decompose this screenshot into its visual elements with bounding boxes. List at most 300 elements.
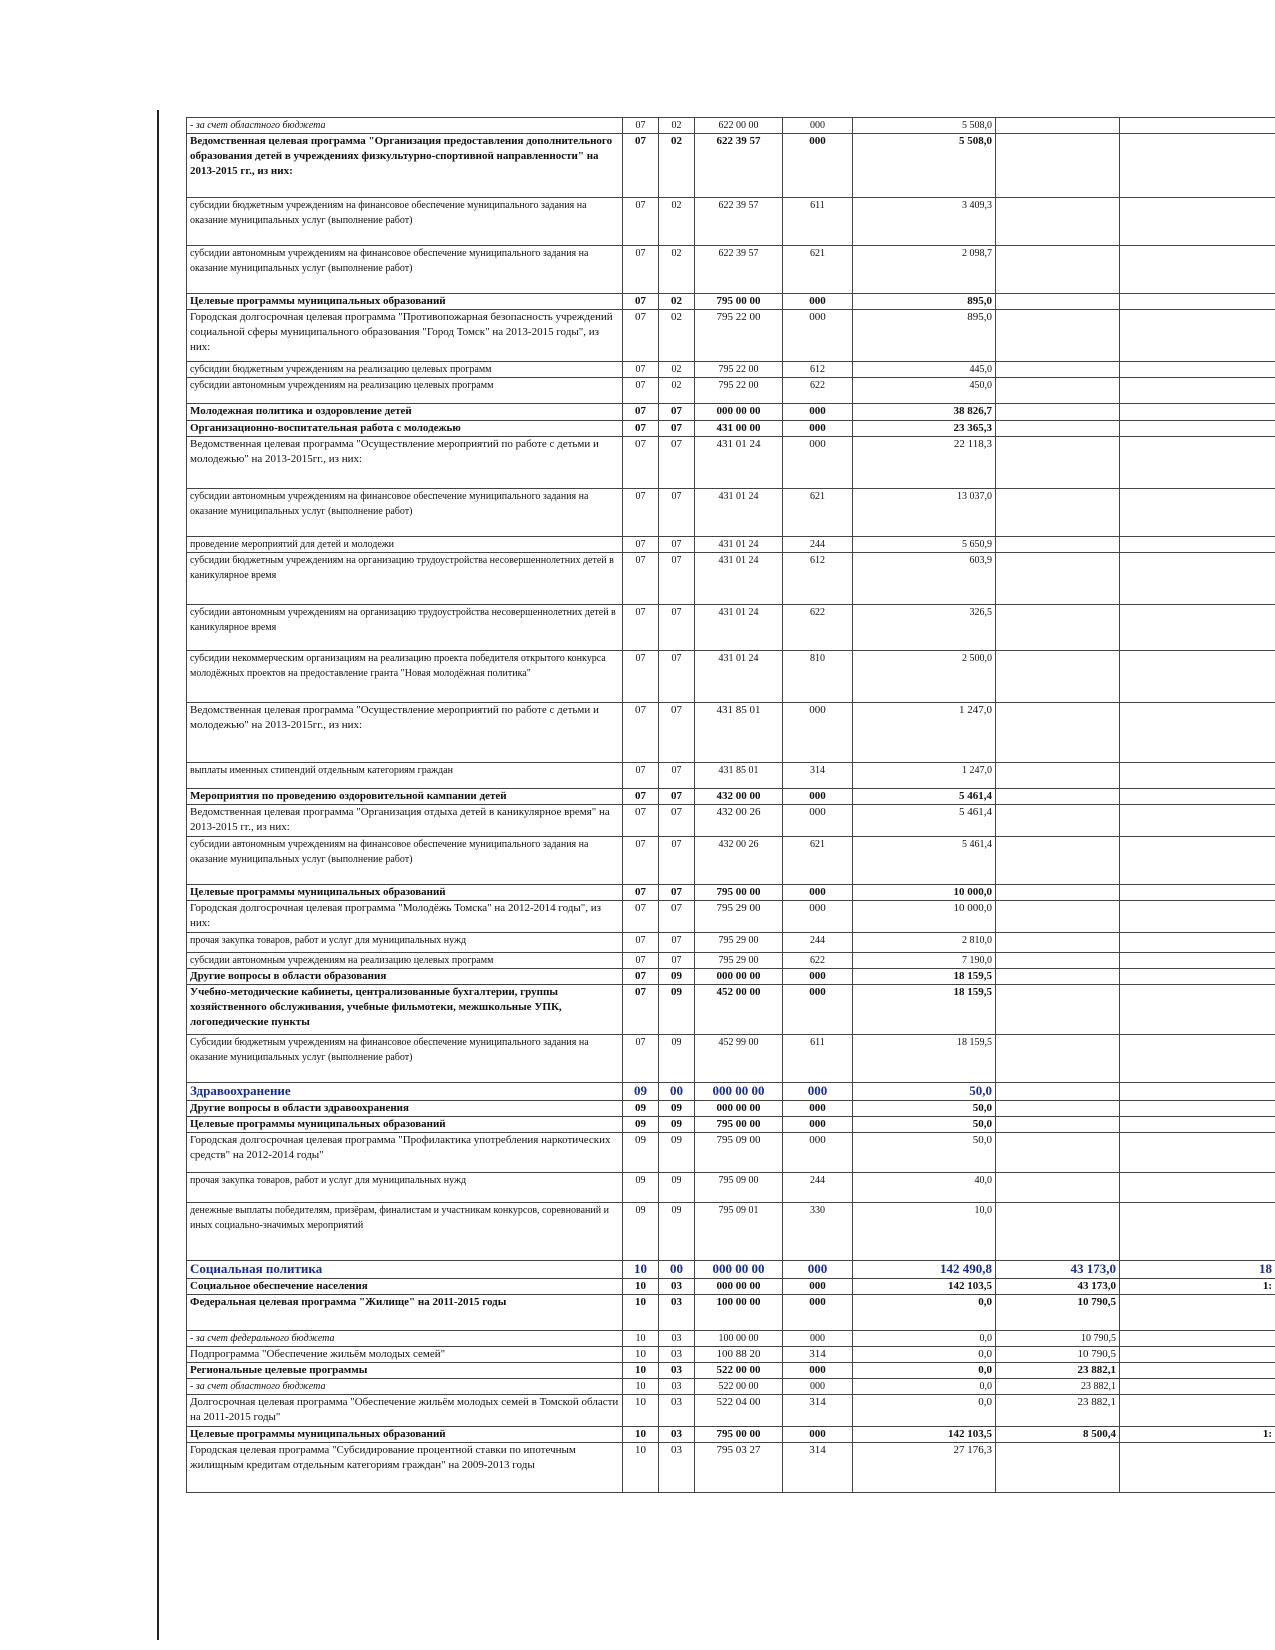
cell-target-code: 100 00 00	[695, 1295, 783, 1331]
cell-amount-3	[1120, 1083, 1275, 1101]
cell-amount-3	[1120, 1295, 1275, 1331]
cell-section: 07	[623, 404, 659, 421]
cell-expense-type: 000	[783, 1133, 853, 1173]
cell-amount-3	[1120, 1331, 1275, 1347]
cell-section: 07	[623, 437, 659, 489]
cell-target-code: 795 22 00	[695, 310, 783, 362]
table-row	[187, 537, 1275, 553]
cell-name: субсидии бюджетным учреждениям на финансовое обеспечение муниципального задания на оказание муниципальных услуг (выполнение работ)	[187, 198, 623, 246]
table-row	[187, 651, 1275, 703]
cell-subsection: 00	[659, 1261, 695, 1279]
cell-subsection: 07	[659, 421, 695, 437]
cell-amount-1: 7 190,0	[853, 953, 996, 969]
cell-expense-type: 000	[783, 1295, 853, 1331]
cell-subsection: 07	[659, 953, 695, 969]
cell-amount-2	[996, 198, 1120, 246]
cell-amount-1: 40,0	[853, 1173, 996, 1203]
cell-name: Ведомственная целевая программа "Осуществление мероприятий по работе с детьми и молодежью" на 2013-2015гг., из них:	[187, 703, 623, 763]
cell-target-code: 000 00 00	[695, 1261, 783, 1279]
cell-amount-1: 142 103,5	[853, 1279, 996, 1295]
cell-subsection: 07	[659, 437, 695, 489]
cell-amount-1: 10,0	[853, 1203, 996, 1261]
cell-target-code: 795 03 27	[695, 1443, 783, 1493]
cell-amount-2	[996, 1035, 1120, 1083]
cell-target-code: 795 00 00	[695, 1117, 783, 1133]
cell-amount-1: 27 176,3	[853, 1443, 996, 1493]
cell-expense-type: 000	[783, 1101, 853, 1117]
cell-target-code: 100 00 00	[695, 1331, 783, 1347]
cell-amount-2: 23 882,1	[996, 1363, 1120, 1379]
cell-expense-type: 810	[783, 651, 853, 703]
cell-subsection: 09	[659, 1035, 695, 1083]
cell-subsection: 07	[659, 789, 695, 805]
cell-name: Ведомственная целевая программа "Осуществление мероприятий по работе с детьми и молодежью" на 2013-2015гг., из них:	[187, 437, 623, 489]
cell-expense-type: 000	[783, 437, 853, 489]
cell-name: проведение мероприятий для детей и молодежи	[187, 537, 623, 553]
table-row	[187, 703, 1275, 763]
cell-amount-3	[1120, 1443, 1275, 1493]
cell-section: 07	[623, 1035, 659, 1083]
cell-section: 09	[623, 1083, 659, 1101]
table-row	[187, 1395, 1275, 1427]
cell-section: 10	[623, 1261, 659, 1279]
table-row	[187, 837, 1275, 885]
cell-name: Городская долгосрочная целевая программа "Молодёжь Томска" на 2012-2014 годы", из них:	[187, 901, 623, 933]
cell-amount-3	[1120, 605, 1275, 651]
cell-name: субсидии автономным учреждениям на реализацию целевых программ	[187, 378, 623, 404]
cell-expense-type: 000	[783, 985, 853, 1035]
cell-amount-2	[996, 985, 1120, 1035]
cell-name: Здравоохранение	[187, 1083, 623, 1101]
cell-section: 07	[623, 489, 659, 537]
cell-amount-2	[996, 837, 1120, 885]
cell-subsection: 03	[659, 1379, 695, 1395]
cell-amount-2	[996, 1083, 1120, 1101]
cell-expense-type: 000	[783, 901, 853, 933]
cell-section: 07	[623, 246, 659, 294]
cell-amount-1: 895,0	[853, 294, 996, 310]
cell-expense-type: 612	[783, 362, 853, 378]
cell-amount-1: 0,0	[853, 1363, 996, 1379]
table-row	[187, 789, 1275, 805]
cell-expense-type: 000	[783, 1363, 853, 1379]
cell-subsection: 09	[659, 1173, 695, 1203]
cell-target-code: 432 00 26	[695, 805, 783, 837]
budget-table-body	[187, 118, 1275, 1493]
cell-subsection: 03	[659, 1395, 695, 1427]
table-row	[187, 763, 1275, 789]
cell-amount-3	[1120, 489, 1275, 537]
cell-name: выплаты именных стипендий отдельным категориям граждан	[187, 763, 623, 789]
table-row	[187, 1133, 1275, 1173]
cell-expense-type: 244	[783, 1173, 853, 1203]
cell-section: 10	[623, 1379, 659, 1395]
cell-section: 07	[623, 805, 659, 837]
cell-name: Целевые программы муниципальных образований	[187, 885, 623, 901]
table-row	[187, 1427, 1275, 1443]
cell-name: Субсидии бюджетным учреждениям на финансовое обеспечение муниципального задания на оказание муниципальных услуг (выполнение работ)	[187, 1035, 623, 1083]
cell-target-code: 432 00 00	[695, 789, 783, 805]
cell-amount-3	[1120, 1173, 1275, 1203]
cell-amount-3	[1120, 703, 1275, 763]
cell-target-code: 795 00 00	[695, 294, 783, 310]
cell-amount-3	[1120, 421, 1275, 437]
cell-name: Мероприятия по проведению оздоровительной кампании детей	[187, 789, 623, 805]
cell-section: 07	[623, 605, 659, 651]
cell-section: 07	[623, 789, 659, 805]
cell-amount-1: 38 826,7	[853, 404, 996, 421]
cell-expense-type: 000	[783, 134, 853, 198]
cell-amount-3	[1120, 805, 1275, 837]
cell-name: Целевые программы муниципальных образований	[187, 294, 623, 310]
cell-amount-3	[1120, 118, 1275, 134]
cell-amount-3	[1120, 651, 1275, 703]
cell-amount-2	[996, 134, 1120, 198]
cell-subsection: 07	[659, 763, 695, 789]
table-row	[187, 1261, 1275, 1279]
cell-amount-1: 5 461,4	[853, 805, 996, 837]
cell-section: 10	[623, 1347, 659, 1363]
cell-expense-type: 000	[783, 703, 853, 763]
cell-amount-2	[996, 421, 1120, 437]
cell-name: Ведомственная целевая программа "Организация предоставления дополнительного образования детей в учреждениях физкультурно-спортивной направленности" на 2013-2015 гг., из них:	[187, 134, 623, 198]
cell-amount-2	[996, 651, 1120, 703]
cell-name: субсидии автономным учреждениям на финансовое обеспечение муниципального задания на оказание муниципальных услуг (выполнение работ)	[187, 246, 623, 294]
table-row	[187, 1379, 1275, 1395]
cell-expense-type: 611	[783, 198, 853, 246]
cell-amount-1: 5 508,0	[853, 118, 996, 134]
cell-amount-2: 10 790,5	[996, 1295, 1120, 1331]
cell-target-code: 795 29 00	[695, 901, 783, 933]
cell-amount-3: 18	[1120, 1261, 1275, 1279]
cell-name: Подпрограмма "Обеспечение жильём молодых семей"	[187, 1347, 623, 1363]
cell-target-code: 431 85 01	[695, 703, 783, 763]
cell-amount-3	[1120, 1203, 1275, 1261]
cell-name: денежные выплаты победителям, призёрам, финалистам и участникам конкурсов, соревнований и иных социально-значимых мероприятий	[187, 1203, 623, 1261]
cell-section: 07	[623, 553, 659, 605]
cell-amount-1: 2 500,0	[853, 651, 996, 703]
cell-amount-1: 13 037,0	[853, 489, 996, 537]
table-row	[187, 985, 1275, 1035]
cell-amount-3	[1120, 837, 1275, 885]
cell-expense-type: 000	[783, 421, 853, 437]
cell-section: 07	[623, 421, 659, 437]
cell-subsection: 03	[659, 1363, 695, 1379]
cell-amount-1: 142 103,5	[853, 1427, 996, 1443]
cell-subsection: 07	[659, 489, 695, 537]
cell-subsection: 07	[659, 805, 695, 837]
table-row	[187, 310, 1275, 362]
cell-section: 07	[623, 134, 659, 198]
cell-name: субсидии автономным учреждениям на организацию трудоустройства несовершеннолетних детей в каникулярное время	[187, 605, 623, 651]
cell-section: 07	[623, 294, 659, 310]
cell-name: Организационно-воспитательная работа с молодежью	[187, 421, 623, 437]
cell-section: 09	[623, 1133, 659, 1173]
cell-amount-3	[1120, 1347, 1275, 1363]
cell-expense-type: 621	[783, 489, 853, 537]
cell-expense-type: 622	[783, 953, 853, 969]
cell-subsection: 07	[659, 605, 695, 651]
cell-subsection: 07	[659, 885, 695, 901]
cell-expense-type: 330	[783, 1203, 853, 1261]
cell-amount-2	[996, 489, 1120, 537]
cell-amount-2	[996, 763, 1120, 789]
page-left-border	[157, 110, 159, 1640]
cell-target-code: 000 00 00	[695, 1083, 783, 1101]
cell-subsection: 03	[659, 1279, 695, 1295]
cell-amount-3	[1120, 1379, 1275, 1395]
cell-amount-2	[996, 118, 1120, 134]
cell-expense-type: 314	[783, 1395, 853, 1427]
cell-amount-3	[1120, 134, 1275, 198]
cell-name: Ведомственная целевая программа "Организация отдыха детей в каникулярное время" на 2013-2015 гг., из них:	[187, 805, 623, 837]
cell-amount-2	[996, 378, 1120, 404]
cell-target-code: 795 09 00	[695, 1173, 783, 1203]
cell-section: 07	[623, 703, 659, 763]
cell-expense-type: 000	[783, 1279, 853, 1295]
cell-section: 10	[623, 1427, 659, 1443]
cell-target-code: 795 09 00	[695, 1133, 783, 1173]
cell-amount-1: 5 508,0	[853, 134, 996, 198]
cell-amount-3	[1120, 362, 1275, 378]
cell-subsection: 07	[659, 837, 695, 885]
cell-amount-2	[996, 1203, 1120, 1261]
cell-name: Другие вопросы в области образования	[187, 969, 623, 985]
cell-target-code: 431 01 24	[695, 537, 783, 553]
cell-name: Другие вопросы в области здравоохранения	[187, 1101, 623, 1117]
table-row	[187, 1331, 1275, 1347]
cell-amount-3	[1120, 1395, 1275, 1427]
cell-amount-2	[996, 1117, 1120, 1133]
table-row	[187, 885, 1275, 901]
cell-amount-2	[996, 789, 1120, 805]
cell-expense-type: 244	[783, 537, 853, 553]
table-row	[187, 134, 1275, 198]
cell-amount-1: 0,0	[853, 1295, 996, 1331]
cell-subsection: 07	[659, 901, 695, 933]
cell-expense-type: 000	[783, 1331, 853, 1347]
cell-section: 09	[623, 1173, 659, 1203]
cell-expense-type: 000	[783, 805, 853, 837]
cell-subsection: 09	[659, 969, 695, 985]
table-row	[187, 489, 1275, 537]
table-row	[187, 805, 1275, 837]
cell-subsection: 07	[659, 933, 695, 953]
cell-target-code: 000 00 00	[695, 1101, 783, 1117]
cell-name: Социальная политика	[187, 1261, 623, 1279]
cell-amount-1: 1 247,0	[853, 763, 996, 789]
cell-amount-1: 50,0	[853, 1117, 996, 1133]
cell-expense-type: 000	[783, 294, 853, 310]
cell-amount-2	[996, 553, 1120, 605]
cell-amount-2	[996, 1133, 1120, 1173]
table-row	[187, 605, 1275, 651]
cell-name: прочая закупка товаров, работ и услуг для муниципальных нужд	[187, 1173, 623, 1203]
cell-name: субсидии автономным учреждениям на реализацию целевых программ	[187, 953, 623, 969]
cell-amount-2	[996, 805, 1120, 837]
table-row	[187, 198, 1275, 246]
cell-amount-3	[1120, 969, 1275, 985]
table-row	[187, 1117, 1275, 1133]
cell-amount-2	[996, 901, 1120, 933]
cell-target-code: 452 99 00	[695, 1035, 783, 1083]
cell-amount-1: 1 247,0	[853, 703, 996, 763]
cell-amount-3	[1120, 437, 1275, 489]
cell-subsection: 09	[659, 985, 695, 1035]
cell-subsection: 09	[659, 1101, 695, 1117]
cell-expense-type: 622	[783, 605, 853, 651]
cell-amount-2: 43 173,0	[996, 1279, 1120, 1295]
cell-expense-type: 621	[783, 837, 853, 885]
cell-amount-3	[1120, 246, 1275, 294]
cell-amount-3	[1120, 404, 1275, 421]
table-row	[187, 1363, 1275, 1379]
cell-expense-type: 622	[783, 378, 853, 404]
cell-amount-2	[996, 605, 1120, 651]
cell-target-code: 431 85 01	[695, 763, 783, 789]
cell-target-code: 431 01 24	[695, 651, 783, 703]
cell-name: Городская целевая программа "Субсидирование процентной ставки по ипотечным жилищным кредитам отдельным категориям граждан" на 2009-2013 годы	[187, 1443, 623, 1493]
cell-amount-1: 50,0	[853, 1101, 996, 1117]
cell-name: - за счет областного бюджета	[187, 1379, 623, 1395]
table-row	[187, 969, 1275, 985]
cell-target-code: 522 00 00	[695, 1379, 783, 1395]
cell-amount-1: 0,0	[853, 1379, 996, 1395]
table-row	[187, 1295, 1275, 1331]
cell-expense-type: 000	[783, 1261, 853, 1279]
table-row	[187, 901, 1275, 933]
cell-subsection: 02	[659, 118, 695, 134]
cell-subsection: 09	[659, 1133, 695, 1173]
cell-subsection: 02	[659, 246, 695, 294]
cell-target-code: 622 39 57	[695, 134, 783, 198]
cell-amount-1: 0,0	[853, 1347, 996, 1363]
cell-amount-3: 1:	[1120, 1279, 1275, 1295]
table-row	[187, 1347, 1275, 1363]
cell-name: Целевые программы муниципальных образований	[187, 1427, 623, 1443]
table-row	[187, 1443, 1275, 1493]
cell-amount-2: 10 790,5	[996, 1347, 1120, 1363]
cell-section: 10	[623, 1395, 659, 1427]
cell-target-code: 622 00 00	[695, 118, 783, 134]
cell-amount-1: 326,5	[853, 605, 996, 651]
cell-subsection: 02	[659, 378, 695, 404]
cell-amount-2	[996, 362, 1120, 378]
cell-amount-1: 18 159,5	[853, 985, 996, 1035]
cell-target-code: 000 00 00	[695, 404, 783, 421]
cell-name: Городская долгосрочная целевая программа "Профилактика употребления наркотических средств" на 2012-2014 годы"	[187, 1133, 623, 1173]
cell-amount-2: 23 882,1	[996, 1395, 1120, 1427]
cell-name: Федеральная целевая программа "Жилище" на 2011-2015 годы	[187, 1295, 623, 1331]
cell-section: 07	[623, 362, 659, 378]
cell-target-code: 431 01 24	[695, 605, 783, 651]
table-row	[187, 953, 1275, 969]
cell-amount-3	[1120, 1101, 1275, 1117]
cell-amount-2: 10 790,5	[996, 1331, 1120, 1347]
cell-subsection: 02	[659, 294, 695, 310]
cell-section: 07	[623, 901, 659, 933]
cell-amount-2	[996, 246, 1120, 294]
cell-expense-type: 000	[783, 1083, 853, 1101]
cell-section: 07	[623, 933, 659, 953]
cell-target-code: 795 29 00	[695, 933, 783, 953]
cell-amount-1: 0,0	[853, 1331, 996, 1347]
cell-target-code: 100 88 20	[695, 1347, 783, 1363]
cell-section: 07	[623, 885, 659, 901]
cell-subsection: 00	[659, 1083, 695, 1101]
cell-name: Городская долгосрочная целевая программа "Противопожарная безопасность учреждений социальной сферы муниципального образования "Город Томск" на 2013-2015 годы", из них:	[187, 310, 623, 362]
table-row	[187, 118, 1275, 134]
cell-amount-1: 10 000,0	[853, 901, 996, 933]
cell-expense-type: 000	[783, 1379, 853, 1395]
table-row	[187, 437, 1275, 489]
cell-name: субсидии бюджетным учреждениям на реализацию целевых программ	[187, 362, 623, 378]
cell-subsection: 07	[659, 404, 695, 421]
cell-subsection: 03	[659, 1427, 695, 1443]
cell-amount-1: 10 000,0	[853, 885, 996, 901]
cell-target-code: 432 00 26	[695, 837, 783, 885]
cell-amount-3	[1120, 885, 1275, 901]
table-row	[187, 1279, 1275, 1295]
cell-amount-2: 43 173,0	[996, 1261, 1120, 1279]
cell-amount-3	[1120, 553, 1275, 605]
cell-amount-3	[1120, 1363, 1275, 1379]
cell-amount-2	[996, 294, 1120, 310]
cell-subsection: 09	[659, 1117, 695, 1133]
cell-section: 07	[623, 763, 659, 789]
cell-expense-type: 314	[783, 763, 853, 789]
cell-target-code: 522 00 00	[695, 1363, 783, 1379]
cell-subsection: 03	[659, 1347, 695, 1363]
cell-section: 10	[623, 1363, 659, 1379]
table-row	[187, 933, 1275, 953]
cell-section: 07	[623, 969, 659, 985]
cell-amount-2	[996, 933, 1120, 953]
cell-amount-3	[1120, 310, 1275, 362]
cell-amount-1: 5 650,9	[853, 537, 996, 553]
cell-amount-3	[1120, 1133, 1275, 1173]
cell-expense-type: 000	[783, 969, 853, 985]
cell-amount-2	[996, 437, 1120, 489]
cell-target-code: 431 01 24	[695, 553, 783, 605]
cell-amount-1: 0,0	[853, 1395, 996, 1427]
cell-target-code: 431 01 24	[695, 489, 783, 537]
cell-section: 07	[623, 537, 659, 553]
cell-name: - за счет областного бюджета	[187, 118, 623, 134]
cell-amount-1: 23 365,3	[853, 421, 996, 437]
cell-amount-2	[996, 310, 1120, 362]
cell-subsection: 02	[659, 198, 695, 246]
cell-amount-3	[1120, 953, 1275, 969]
cell-section: 10	[623, 1279, 659, 1295]
cell-expense-type: 000	[783, 1427, 853, 1443]
cell-expense-type: 611	[783, 1035, 853, 1083]
cell-section: 07	[623, 310, 659, 362]
cell-amount-2	[996, 1173, 1120, 1203]
cell-target-code: 000 00 00	[695, 969, 783, 985]
cell-name: прочая закупка товаров, работ и услуг для муниципальных нужд	[187, 933, 623, 953]
cell-target-code: 522 04 00	[695, 1395, 783, 1427]
cell-target-code: 622 39 57	[695, 246, 783, 294]
cell-amount-3	[1120, 901, 1275, 933]
cell-amount-3: 1:	[1120, 1427, 1275, 1443]
table-row	[187, 553, 1275, 605]
cell-amount-2	[996, 953, 1120, 969]
table-row	[187, 362, 1275, 378]
table-row	[187, 378, 1275, 404]
table-row	[187, 1035, 1275, 1083]
cell-amount-2: 23 882,1	[996, 1379, 1120, 1395]
